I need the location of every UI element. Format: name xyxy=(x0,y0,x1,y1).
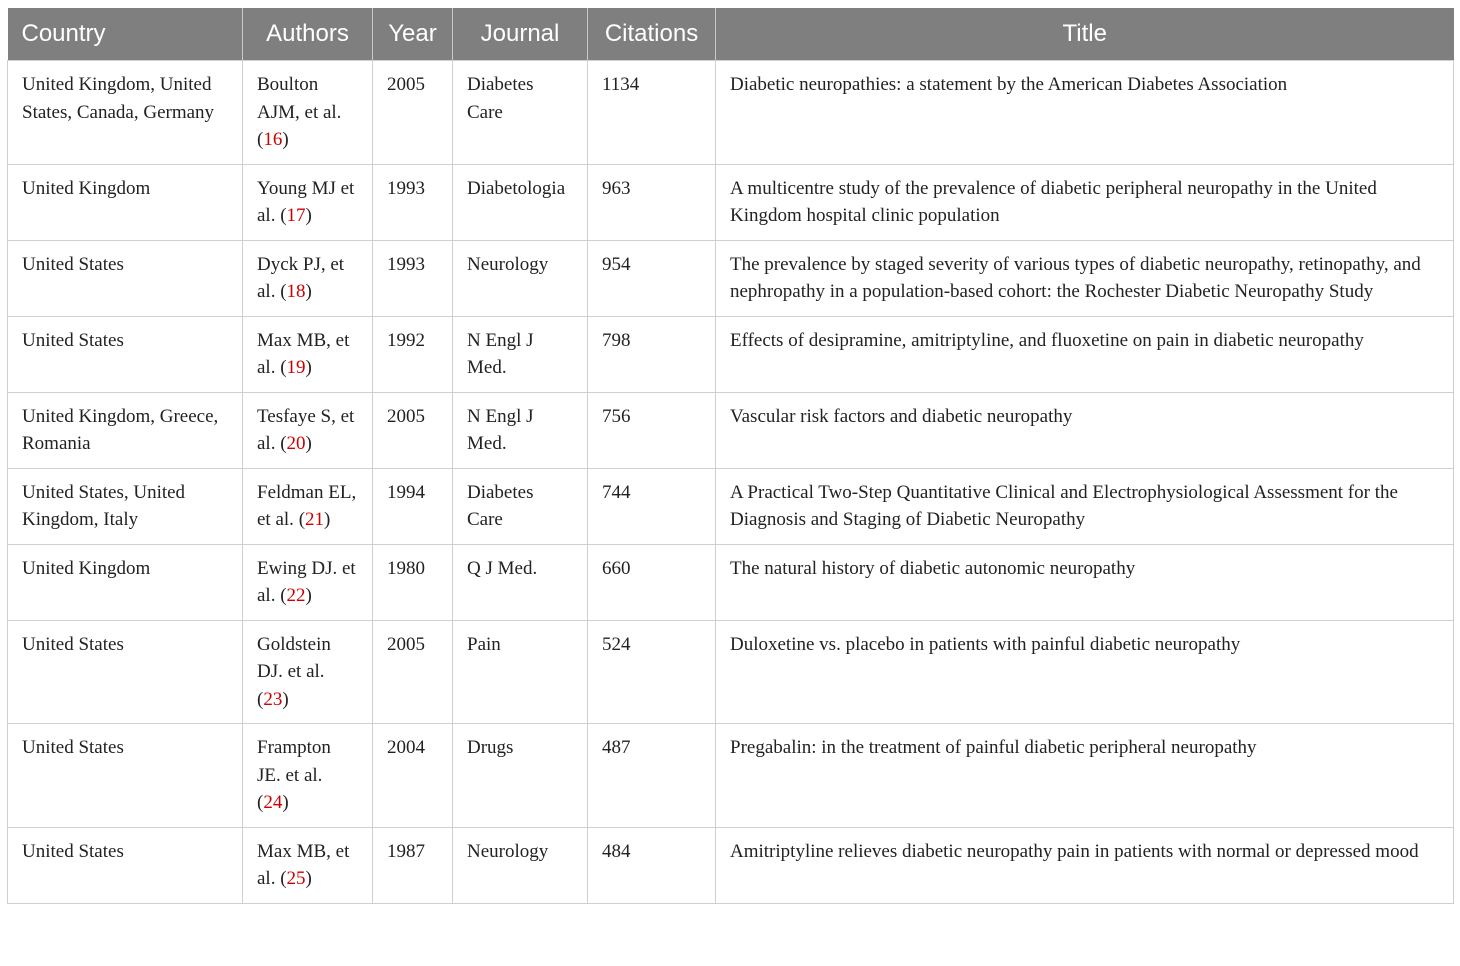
author-names: Goldstein DJ. et al. xyxy=(257,633,331,682)
cell-title: Vascular risk factors and diabetic neuropathy xyxy=(716,392,1454,468)
cell-journal: Pain xyxy=(453,620,588,724)
cell-journal: N Engl J Med. xyxy=(453,316,588,392)
reference-link[interactable]: 17 xyxy=(286,205,306,226)
cell-authors: Boulton AJM, et al. (16) xyxy=(243,61,373,165)
cell-country: United Kingdom, Greece, Romania xyxy=(8,392,243,468)
cell-title: A Practical Two-Step Quantitative Clinical and Electrophysiological Assessment for the Diagnosis and Staging of Diabetic Neuropathy xyxy=(716,468,1454,544)
citations-table-wrapper xyxy=(7,8,1453,904)
table-row xyxy=(8,827,1454,903)
reference-link[interactable]: 22 xyxy=(286,585,306,606)
author-names: Max MB, et al. xyxy=(257,329,350,378)
cell-authors: Feldman EL, et al. (21) xyxy=(243,468,373,544)
cell-journal: Q J Med. xyxy=(453,544,588,620)
cell-country: United States xyxy=(8,316,243,392)
author-names: Feldman EL, et al. xyxy=(257,481,357,530)
cell-citations: 487 xyxy=(588,724,716,828)
top-cited-papers-table xyxy=(7,8,1454,904)
cell-authors: Dyck PJ, et al. (18) xyxy=(243,240,373,316)
cell-year: 1992 xyxy=(373,316,453,392)
cell-citations: 744 xyxy=(588,468,716,544)
cell-year: 2004 xyxy=(373,724,453,828)
cell-year: 2005 xyxy=(373,620,453,724)
cell-title: Effects of desipramine, amitriptyline, and fluoxetine on pain in diabetic neuropathy xyxy=(716,316,1454,392)
cell-year: 1993 xyxy=(373,240,453,316)
author-names: Max MB, et al. xyxy=(257,840,350,889)
author-names: Tesfaye S, et al. xyxy=(257,405,355,454)
cell-year: 1987 xyxy=(373,827,453,903)
table-row xyxy=(8,61,1454,165)
cell-authors: Goldstein DJ. et al. (23) xyxy=(243,620,373,724)
table-row xyxy=(8,724,1454,828)
table-row xyxy=(8,392,1454,468)
cell-citations: 484 xyxy=(588,827,716,903)
cell-journal: Neurology xyxy=(453,827,588,903)
table-row xyxy=(8,240,1454,316)
cell-journal: Diabetologia xyxy=(453,164,588,240)
cell-authors: Max MB, et al. (25) xyxy=(243,827,373,903)
cell-authors: Ewing DJ. et al. (22) xyxy=(243,544,373,620)
reference-link[interactable]: 20 xyxy=(286,433,306,454)
table-row xyxy=(8,620,1454,724)
author-names: Frampton JE. et al. xyxy=(257,737,331,786)
author-names: Dyck PJ, et al. xyxy=(257,253,345,302)
cell-country: United States xyxy=(8,827,243,903)
table-body xyxy=(8,61,1454,904)
cell-journal: Diabetes Care xyxy=(453,61,588,165)
cell-journal: N Engl J Med. xyxy=(453,392,588,468)
cell-citations: 1134 xyxy=(588,61,716,165)
cell-title: The prevalence by staged severity of various types of diabetic neuropathy, retinopathy, and nephropathy in a population-based cohort: the Rochester Diabetic Neuropathy Study xyxy=(716,240,1454,316)
cell-title: Duloxetine vs. placebo in patients with painful diabetic neuropathy xyxy=(716,620,1454,724)
reference-link[interactable]: 21 xyxy=(305,509,325,530)
cell-country: United States xyxy=(8,240,243,316)
cell-year: 1994 xyxy=(373,468,453,544)
table-row xyxy=(8,544,1454,620)
cell-year: 1993 xyxy=(373,164,453,240)
header-authors: Authors xyxy=(243,8,373,61)
cell-citations: 963 xyxy=(588,164,716,240)
cell-citations: 756 xyxy=(588,392,716,468)
cell-authors: Tesfaye S, et al. (20) xyxy=(243,392,373,468)
cell-title: Amitriptyline relieves diabetic neuropathy pain in patients with normal or depressed mood xyxy=(716,827,1454,903)
cell-journal: Drugs xyxy=(453,724,588,828)
cell-country: United States xyxy=(8,724,243,828)
cell-country: United Kingdom xyxy=(8,544,243,620)
cell-journal: Neurology xyxy=(453,240,588,316)
cell-title: Pregabalin: in the treatment of painful diabetic peripheral neuropathy xyxy=(716,724,1454,828)
table-header-row xyxy=(8,8,1454,61)
reference-link[interactable]: 23 xyxy=(263,688,283,710)
cell-citations: 954 xyxy=(588,240,716,316)
header-country: Country xyxy=(8,8,243,61)
header-title: Title xyxy=(716,8,1454,61)
cell-title: A multicentre study of the prevalence of diabetic peripheral neuropathy in the United Kingdom hospital clinic population xyxy=(716,164,1454,240)
header-year: Year xyxy=(373,8,453,61)
reference-link[interactable]: 25 xyxy=(286,868,306,889)
cell-year: 2005 xyxy=(373,392,453,468)
cell-country: United Kingdom, United States, Canada, Germany xyxy=(8,61,243,165)
cell-country: United Kingdom xyxy=(8,164,243,240)
cell-citations: 660 xyxy=(588,544,716,620)
table-row xyxy=(8,316,1454,392)
cell-year: 1980 xyxy=(373,544,453,620)
cell-title: Diabetic neuropathies: a statement by the American Diabetes Association xyxy=(716,61,1454,165)
reference-link[interactable]: 16 xyxy=(263,129,283,150)
table-row xyxy=(8,164,1454,240)
table-row xyxy=(8,468,1454,544)
cell-authors: Max MB, et al. (19) xyxy=(243,316,373,392)
cell-authors: Young MJ et al. (17) xyxy=(243,164,373,240)
cell-citations: 798 xyxy=(588,316,716,392)
cell-citations: 524 xyxy=(588,620,716,724)
cell-country: United States, United Kingdom, Italy xyxy=(8,468,243,544)
header-journal: Journal xyxy=(453,8,588,61)
cell-year: 2005 xyxy=(373,61,453,165)
cell-country: United States xyxy=(8,620,243,724)
reference-link[interactable]: 24 xyxy=(263,792,283,813)
header-citations: Citations xyxy=(588,8,716,61)
cell-journal: Diabetes Care xyxy=(453,468,588,544)
cell-authors: Frampton JE. et al. (24) xyxy=(243,724,373,828)
reference-link[interactable]: 19 xyxy=(286,357,306,378)
cell-title: The natural history of diabetic autonomic neuropathy xyxy=(716,544,1454,620)
author-names: Ewing DJ. et al. xyxy=(257,557,356,606)
reference-link[interactable]: 18 xyxy=(286,281,306,302)
author-names: Young MJ et al. xyxy=(257,177,355,226)
author-names: Boulton AJM, et al. xyxy=(257,74,342,123)
